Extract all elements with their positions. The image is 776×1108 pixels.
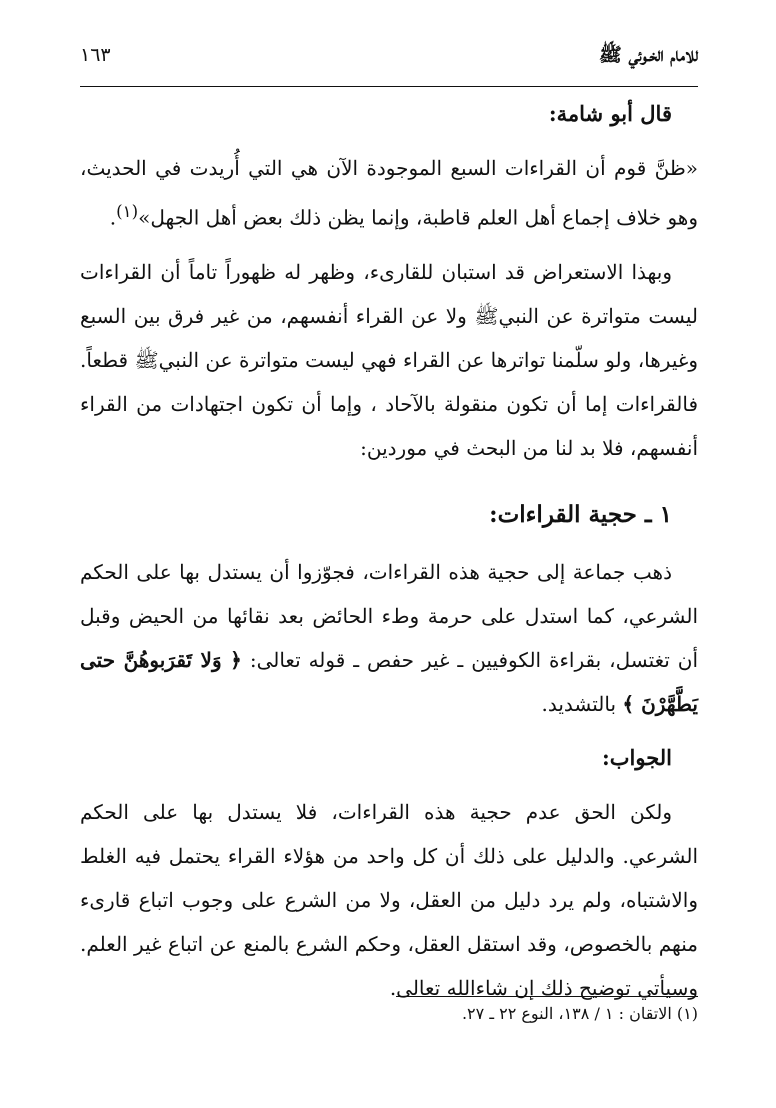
footnote: (١) الاتقان : ١ / ١٣٨، النوع ٢٢ ـ ٢٧.: [461, 1004, 698, 1023]
running-title: للامام الخـوئي ﷺ: [598, 44, 698, 66]
paragraph-review: وبهذا الاستعراض قد استبان للقارىء، وظهر له ظهوراً تاماً أن القراءات ليست متواترة عن النبيﷺ ولا عن القراء أنفسهم، من غير فرق بين السبع وغيرها، ولو سلّمنا تواترها عن القراء فهي ليست متواترة عن النبيﷺ قطعاً. فالقراءات إما أن تكون منقولة بالآحاد ، وإما أن تكون اجتهادات من القراء أنفسهم، فلا بد لنا من البحث في موردين:: [80, 259, 698, 460]
quran-verse: ﴿ وَلا تَقرَبوهُنَّ حتى يَطَّهَّرْنَ ﴾: [80, 647, 698, 716]
page-number: ١٦٣: [80, 44, 111, 66]
paragraph-proof-end: بالتشديد.: [541, 691, 617, 716]
quote-paragraph: [80, 146, 698, 240]
label-abu-shama: قال أبو شامة:: [548, 101, 672, 126]
quote-end: .: [109, 205, 117, 230]
footnote-ref: (١): [116, 202, 139, 221]
paragraph-proof: [80, 550, 698, 726]
label-answer: الجواب:: [602, 744, 672, 770]
footnote-divider: [396, 996, 698, 997]
page-body: [80, 92, 698, 1010]
running-header: [80, 38, 698, 87]
section-heading: ١ ـ حجية القراءات:: [489, 500, 672, 528]
paragraph-proof-text: ذهب جماعة إلى حجية هذه القراءات، فجوّزوا أن يستدل بها على الحكم الشرعي، كما استدل على حرمة وطء الحائض بعد نقائها من الحيض وقبل أن تغتسل، بقراءة الكوفيين ـ غير حفص ـ قوله تعالى:: [80, 559, 698, 672]
quote-text: «ظنَّ قوم أن القراءات السبع الموجودة الآن هي التي أُريدت في الحديث، وهو خلاف إجماع أهل العلم قاطبة، وإنما يظن ذلك بعض أهل الجهل»: [80, 156, 698, 230]
paragraph-answer: ولكن الحق عدم حجية هذه القراءات، فلا يستدل بها على الحكم الشرعي. والدليل على ذلك أن كل واحد من هؤلاء القراء يحتمل فيه الغلط والاشتباه، ولم يرد دليل من العقل، ولا من الشرع على وجوب اتباع قارىء منهم بالخصوص، وقد استقل العقل، وحكم الشرع بالمنع عن اتباع غير العلم. وسيأتي توضيح ذلك إن شاءالله تعالى.: [80, 799, 698, 1000]
